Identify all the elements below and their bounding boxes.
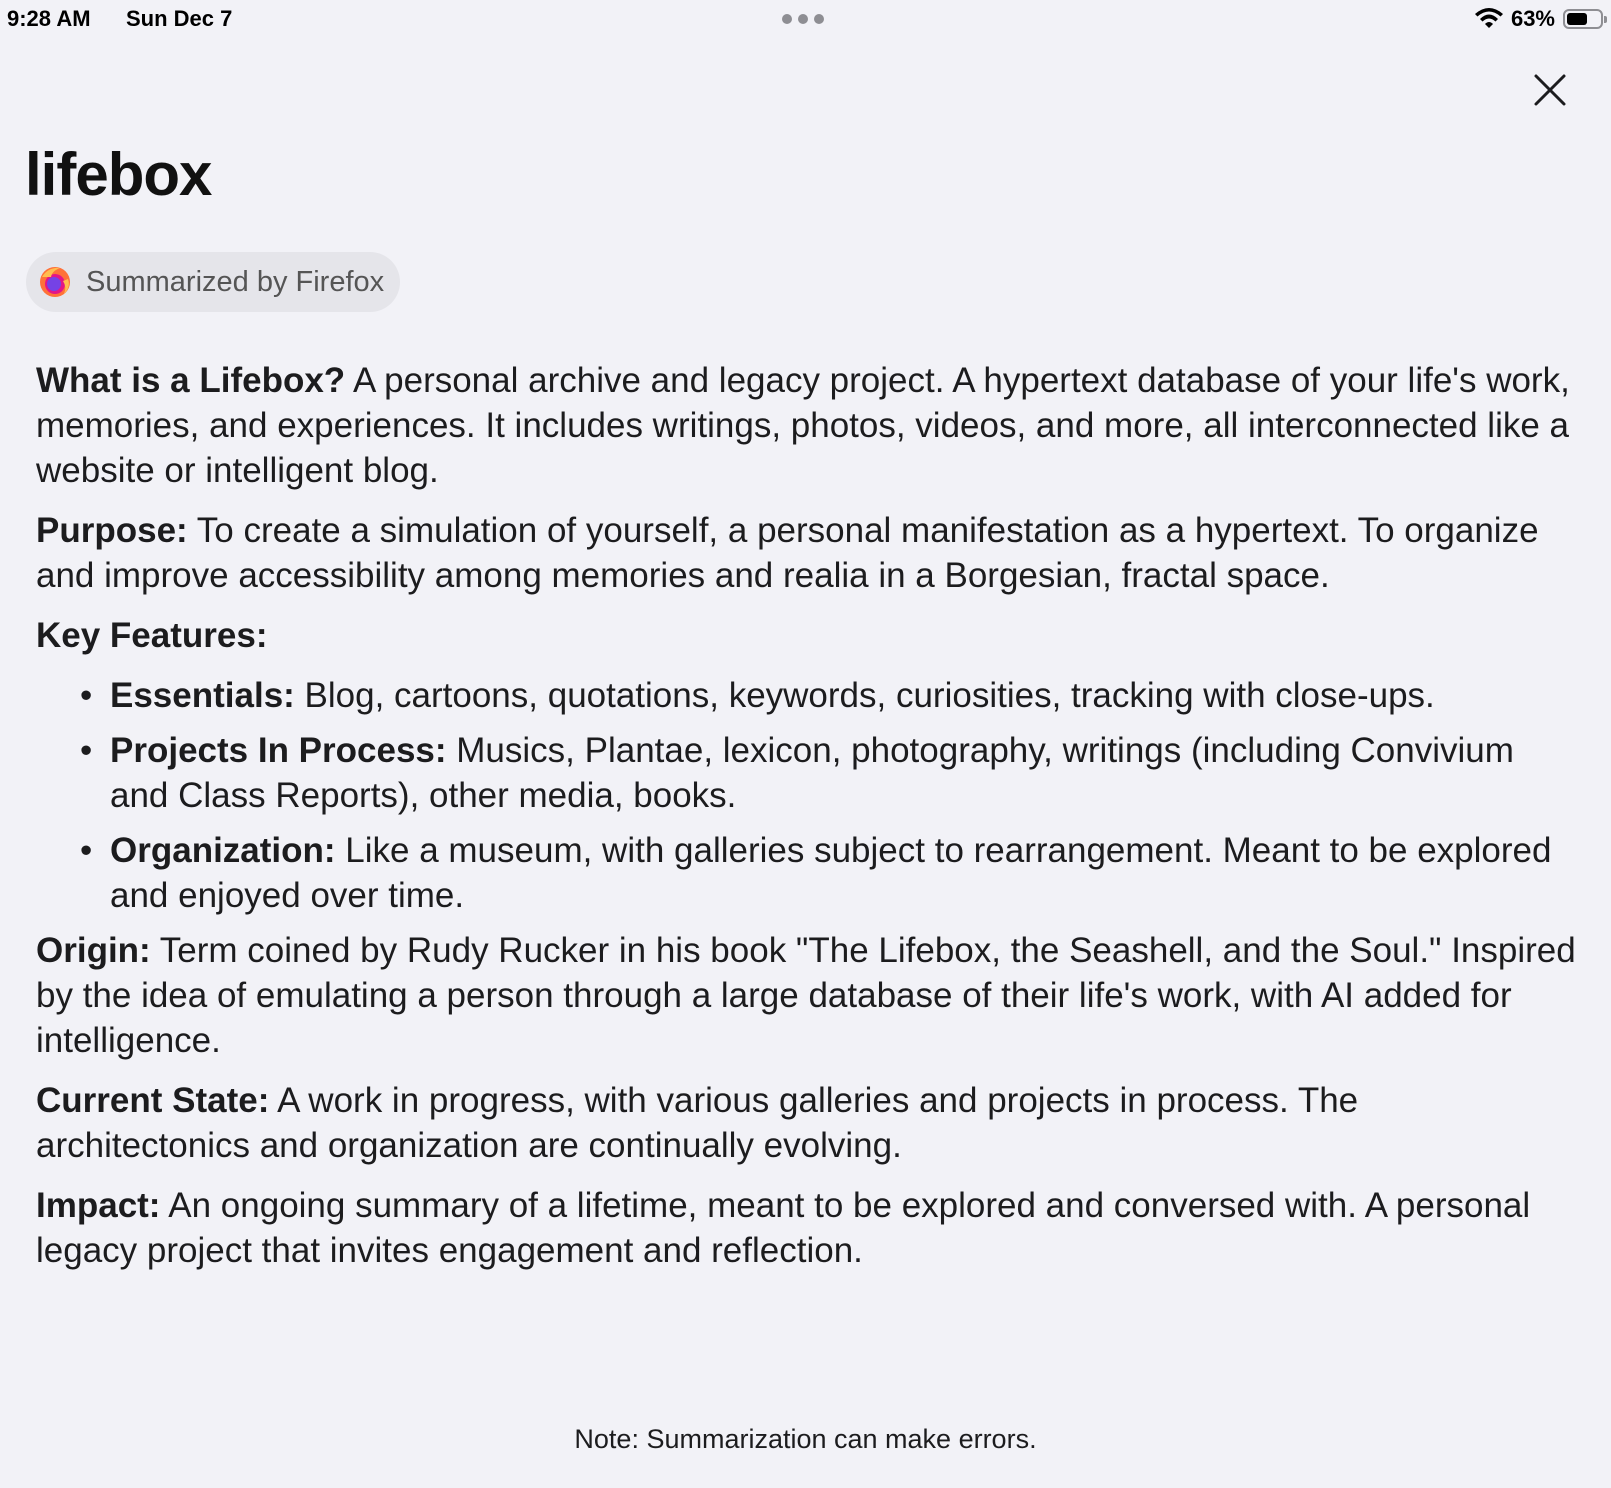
section-label: Key Features: xyxy=(36,616,268,655)
list-item xyxy=(110,828,1576,918)
section-purpose xyxy=(36,508,1576,598)
item-text: Like a museum, with galleries subject to rearrangement. Meant to be explored and enjoyed over time. xyxy=(110,831,1552,915)
status-time: 9:28 AM xyxy=(7,6,91,31)
item-text: Musics, Plantae, lexicon, photography, writings (including Convivium and Class Reports), other media, books. xyxy=(110,731,1514,815)
section-text: An ongoing summary of a lifetime, meant to be explored and conversed with. A personal legacy project that invites engagement and reflection. xyxy=(36,1186,1531,1270)
section-origin xyxy=(36,928,1576,1063)
battery-icon xyxy=(1563,9,1603,29)
section-label: What is a Lifebox? xyxy=(36,361,346,400)
item-label: Organization: xyxy=(110,831,336,870)
battery-level xyxy=(1567,13,1587,25)
disclaimer-note: Note: Summarization can make errors. xyxy=(574,1424,1037,1454)
feature-list xyxy=(36,673,1576,918)
close-icon xyxy=(1530,70,1570,110)
list-item xyxy=(110,728,1576,818)
section-text: A work in progress, with various galleries and projects in process. The architectonics and organization are continually evolving. xyxy=(36,1081,1359,1165)
item-label: Essentials: xyxy=(110,676,295,715)
section-current-state xyxy=(36,1078,1576,1168)
section-label: Current State: xyxy=(36,1081,270,1120)
status-indicators xyxy=(1475,6,1603,32)
section-impact xyxy=(36,1183,1576,1273)
wifi-icon xyxy=(1475,8,1503,30)
summarized-by-badge xyxy=(26,252,400,312)
section-label: Impact: xyxy=(36,1186,161,1225)
section-text: A personal archive and legacy project. A hypertext database of your life's work, memories, and experiences. It includes writings, photos, videos, and more, all interconnected like a website or intelligent blog. xyxy=(36,361,1570,490)
section-label: Purpose: xyxy=(36,511,188,550)
badge-label: Summarized by Firefox xyxy=(86,265,385,298)
page-title: lifebox xyxy=(25,141,212,208)
close-button[interactable] xyxy=(1530,70,1570,110)
summary-content xyxy=(36,358,1576,1288)
section-label: Origin: xyxy=(36,931,151,970)
multitasking-dots[interactable] xyxy=(782,14,824,24)
list-item xyxy=(110,673,1576,718)
section-text: To create a simulation of yourself, a personal manifestation as a hypertext. To organize and improve accessibility among memories and realia in a Borgesian, fractal space. xyxy=(36,511,1539,595)
section-text: Term coined by Rudy Rucker in his book "The Lifebox, the Seashell, and the Soul." Inspired by the idea of emulating a person through a large database of their life's work, with AI added for intelligence. xyxy=(36,931,1576,1060)
section-key-features xyxy=(36,613,1576,658)
battery-percent: 63% xyxy=(1510,6,1555,31)
item-label: Projects In Process: xyxy=(110,731,447,770)
firefox-logo-icon xyxy=(38,265,72,299)
status-bar xyxy=(0,0,1611,40)
status-date: Sun Dec 7 xyxy=(126,6,233,31)
item-text: Blog, cartoons, quotations, keywords, curiosities, tracking with close-ups. xyxy=(294,676,1435,715)
section-what xyxy=(36,358,1576,493)
